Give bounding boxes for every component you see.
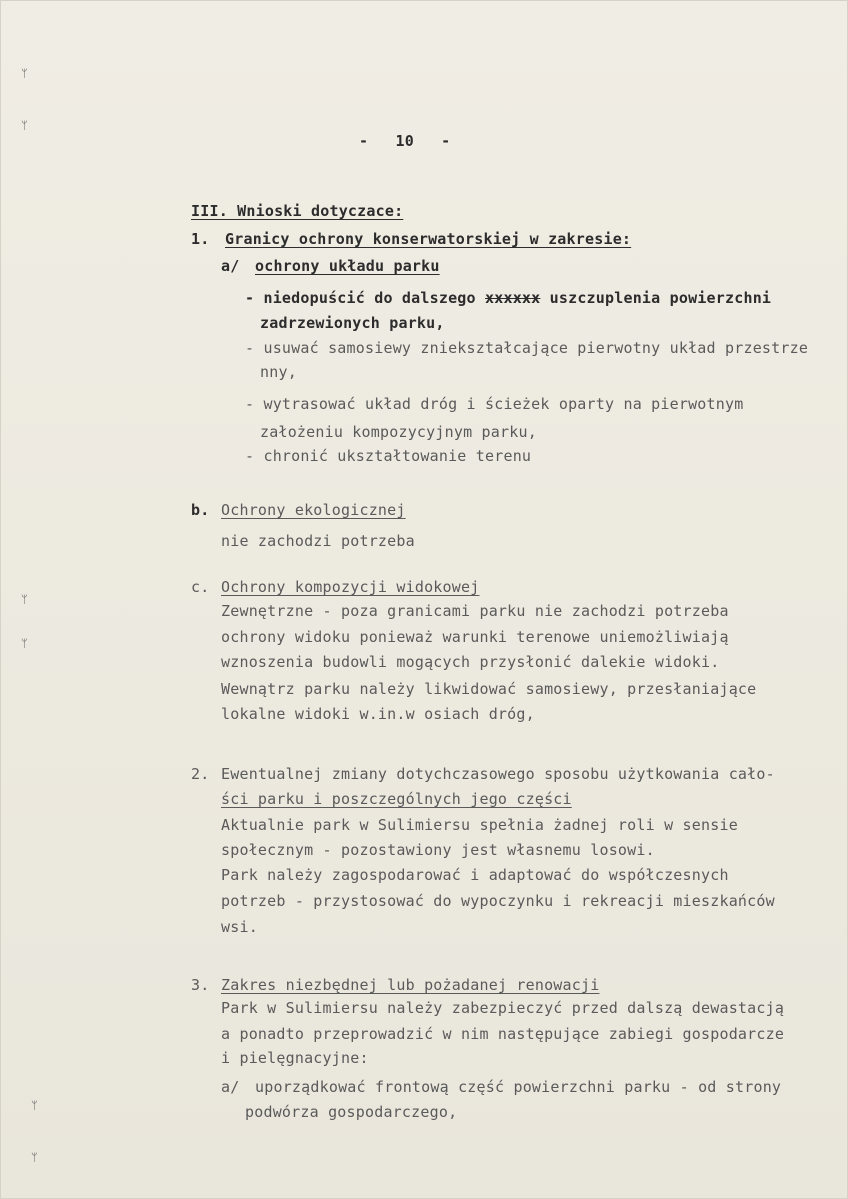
item2-line: Aktualnie park w Sulimiersu spełnia żadnej roli w sensie [221, 816, 738, 834]
margin-mark: ᛘ [21, 593, 28, 606]
item1b-label: b. [191, 501, 210, 519]
item3-line: i pielęgnacyjne: [221, 1049, 369, 1067]
item1a-title: ochrony układu parku [255, 257, 440, 275]
bullet-3: - wytrasować układ dróg i ścieżek oparty na pierwotnym [245, 395, 744, 413]
bullet-2-cont: nny, [260, 363, 297, 381]
item1b-title: Ochrony ekologicznej [221, 501, 406, 519]
item2-line: społecznym - pozostawiony jest własnemu losowi. [221, 841, 655, 859]
bullet-1-text-a: - niedopuścić do dalszego [245, 289, 485, 307]
item1c-line: lokalne widoki w.in.w osiach dróg, [221, 705, 535, 723]
item2-number: 2. [191, 765, 210, 783]
bullet-1-cont: zadrzewionych parku, [260, 314, 445, 332]
bullet-1-text-b: uszczuplenia powierzchni [540, 289, 772, 307]
bullet-2: - usuwać samosiewy zniekształcające pierwotny układ przestrze [245, 339, 809, 357]
bullet-4: - chronić ukształtowanie terenu [245, 447, 532, 465]
item1c-line: Wewnątrz parku należy likwidować samosiewy, przesłaniające [221, 680, 757, 698]
item1c-line: Zewnętrzne - poza granicami parku nie zachodzi potrzeba [221, 602, 729, 620]
item1-number: 1. [191, 230, 210, 248]
item3-line: a ponadto przeprowadzić w nim następujące zabiegi gospodarcze [221, 1025, 785, 1043]
item3a-line: uporządkować frontową część powierzchni parku - od strony [255, 1078, 782, 1096]
item2-line: wsi. [221, 918, 258, 936]
item2-title: Ewentualnej zmiany dotychczasowego sposobu użytkowania cało- [221, 765, 775, 783]
item2-title-cont: ści parku i poszczególnych jego części [221, 790, 572, 808]
margin-mark: ᛘ [21, 67, 28, 80]
margin-mark: ᛘ [21, 119, 28, 132]
bullet-1 [245, 289, 771, 307]
section-heading: III. Wnioski dotyczace: [191, 202, 404, 220]
item3a-label: a/ [221, 1078, 240, 1096]
margin-mark: ᛘ [21, 637, 28, 650]
item1c-line: wznoszenia budowli mogących przysłonić dalekie widoki. [221, 653, 720, 671]
bullet-1-struck: xxxxxx [485, 289, 541, 307]
item1b-text: nie zachodzi potrzeba [221, 532, 415, 550]
item3-title: Zakres niezbędnej lub pożadanej renowacji [221, 976, 600, 994]
item1c-label: c. [191, 578, 210, 596]
item2-line: Park należy zagospodarować i adaptować do współczesnych [221, 866, 729, 884]
page-number: - 10 - [359, 132, 451, 150]
item3-number: 3. [191, 976, 210, 994]
item1c-line: ochrony widoku ponieważ warunki terenowe uniemożliwiają [221, 628, 729, 646]
margin-mark: ᛘ [31, 1099, 38, 1112]
item2-line: potrzeb - przystosować do wypoczynku i rekreacji mieszkańców [221, 892, 775, 910]
item1-title: Granicy ochrony konserwatorskiej w zakresie: [225, 230, 632, 248]
item3a-line-cont: podwórza gospodarczego, [245, 1103, 458, 1121]
margin-mark: ᛘ [31, 1151, 38, 1164]
item1a-label: a/ [221, 257, 240, 275]
item3-line: Park w Sulimiersu należy zabezpieczyć przed dalszą dewastacją [221, 999, 785, 1017]
bullet-3-cont: założeniu kompozycyjnym parku, [260, 423, 537, 441]
item1c-title: Ochrony kompozycji widokowej [221, 578, 480, 596]
